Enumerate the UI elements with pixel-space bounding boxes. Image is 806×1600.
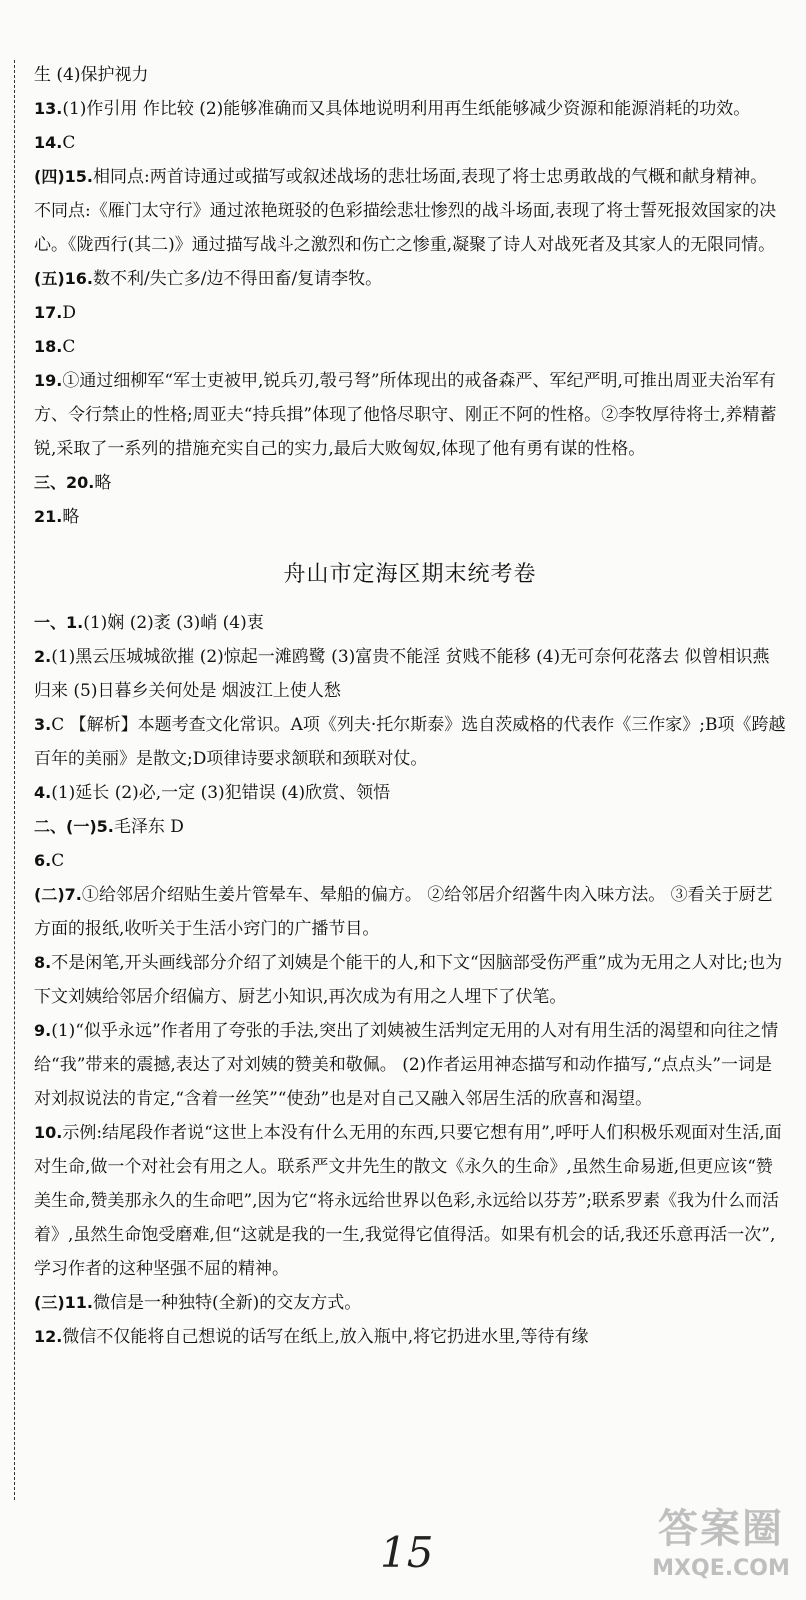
answer-text: ①通过细柳军“军士吏被甲,锐兵刃,彀弓弩”所体现出的戒备森严、军纪严明,可推出周亚夫治军有方、令行禁止的性格;周亚夫“持兵揖”体现了他恪尽职守、刚正不阿的性格。②李牧厚待将士,养精蓄锐,采取了一系列的措施充实自己的实力,最后大败匈奴,体现了他有勇有谋的性格。 <box>34 371 777 459</box>
answer-item <box>34 1116 786 1286</box>
answer-number: 18. <box>34 337 63 356</box>
answer-text: C <box>51 851 65 871</box>
answer-item <box>34 776 786 810</box>
answer-text: C <box>62 133 76 153</box>
answer-item <box>34 844 786 878</box>
answer-number: 10. <box>34 1123 63 1142</box>
answer-number: 12. <box>34 1327 63 1346</box>
answer-text: C <box>62 337 76 357</box>
answer-list-part1 <box>34 58 786 534</box>
answer-item <box>34 160 786 262</box>
answer-text: 毛泽东 D <box>113 817 184 837</box>
answer-number: (五)16. <box>34 269 93 288</box>
answer-number: 一、1. <box>34 613 84 632</box>
answer-number: 3. <box>34 715 52 734</box>
answer-number: 2. <box>34 647 52 666</box>
watermark-logo: 答案圈 <box>658 1506 784 1552</box>
answer-number: 14. <box>34 133 63 152</box>
answer-text: 微信不仅能将自己想说的话写在纸上,放入瓶中,将它扔进水里,等待有缘 <box>62 1327 589 1347</box>
answer-text: ①给邻居介绍贴生姜片管晕车、晕船的偏方。 ②给邻居介绍酱牛肉入味方法。 ③看关于厨艺方面的报纸,收听关于生活小窍门的广播节目。 <box>34 885 773 939</box>
answer-text: 数不利/失亡多/边不得田畜/复请李牧。 <box>92 269 383 289</box>
answer-item <box>34 1014 786 1116</box>
answer-text: 生 (4)保护视力 <box>34 65 149 85</box>
answer-item <box>34 92 786 126</box>
answer-number: 三、20. <box>34 473 95 492</box>
answer-text: (1)娴 (2)袤 (3)峭 (4)衷 <box>83 613 264 633</box>
answer-item <box>34 810 786 844</box>
answer-item <box>34 364 786 466</box>
answer-number: (三)11. <box>34 1293 93 1312</box>
answer-text: (1)黑云压城城欲摧 (2)惊起一滩鸥鹭 (3)富贵不能淫 贫贱不能移 (4)无可奈何花落去 似曾相识燕归来 (5)日暮乡关何处是 烟波江上使人愁 <box>34 647 770 701</box>
answer-number: 4. <box>34 783 52 802</box>
answer-item <box>34 58 786 92</box>
answer-text: 示例:结尾段作者说“这世上本没有什么无用的东西,只要它想有用”,呼吁人们积极乐观面对生活,面对生命,做一个对社会有用之人。联系严文井先生的散文《永久的生命》,虽然生命易逝,但更应该“赞美生命,赞美那永久的生命吧”,因为它“将永远给世界以色彩,永远给以芬芳”;联系罗素《我为什么而活着》,虽然生命饱受磨难,但“这就是我的一生,我觉得它值得活。如果有机会的话,我还乐意再活一次”,学习作者的这种坚强不屈的精神。 <box>34 1123 782 1279</box>
answer-text: 不是闲笔,开头画线部分介绍了刘姨是个能干的人,和下文“因脑部受伤严重”成为无用之人对比;也为下文刘姨给邻居介绍偏方、厨艺小知识,再次成为有用之人埋下了伏笔。 <box>34 953 783 1007</box>
answer-text: (1)作引用 作比较 (2)能够准确而又具体地说明利用再生纸能够减少资源和能源消耗的功效。 <box>62 99 751 119</box>
answer-item <box>34 296 786 330</box>
answer-text: 微信是一种独特(全新)的交友方式。 <box>92 1293 362 1313</box>
answer-item <box>34 606 786 640</box>
answer-text: 略 <box>62 507 80 527</box>
answer-item <box>34 330 786 364</box>
answer-text: (1)“似乎永远”作者用了夸张的手法,突出了刘姨被生活判定无用的人对有用生活的渴望和向往之情给“我”带来的震撼,表达了对刘姨的赞美和敬佩。 (2)作者运用神态描写和动作描写,“点点头”一词是对刘叔说法的肯定,“含着一丝笑”“使劲”也是对自己又融入邻居生活的欣喜和渴望。 <box>34 1021 779 1109</box>
answer-text: 相同点:两首诗通过或描写或叙述战场的悲壮场面,表现了将士忠勇敢战的气概和献身精神。 不同点:《雁门太守行》通过浓艳斑驳的色彩描绘悲壮惨烈的战斗场面,表现了将士誓死报效国家的决心。《陇西行(其二)》通过描写战斗之激烈和伤亡之惨重,凝聚了诗人对战死者及其家人的无限同情。 <box>34 167 777 255</box>
answer-number: 8. <box>34 953 52 972</box>
answer-item <box>34 466 786 500</box>
answer-text: C 【解析】本题考查文化常识。A项《列夫·托尔斯泰》选自茨威格的代表作《三作家》;B项《跨越百年的美丽》是散文;D项律诗要求颔联和颈联对仗。 <box>34 715 786 769</box>
watermark <box>646 1504 796 1594</box>
binding-margin-line <box>14 60 15 1500</box>
answer-number: (二)7. <box>34 885 82 904</box>
answer-item <box>34 640 786 708</box>
answer-text: (1)延长 (2)必,一定 (3)犯错误 (4)欣赏、领悟 <box>51 783 391 803</box>
answer-page-content <box>34 58 786 1354</box>
answer-item <box>34 262 786 296</box>
answer-item <box>34 126 786 160</box>
answer-text: 略 <box>94 473 112 493</box>
answer-number: 19. <box>34 371 63 390</box>
answer-item <box>34 500 786 534</box>
answer-number: 13. <box>34 99 63 118</box>
answer-item <box>34 1286 786 1320</box>
answer-item <box>34 946 786 1014</box>
answer-number: 17. <box>34 303 63 322</box>
page-number: 15 <box>380 1528 434 1577</box>
answer-number: 6. <box>34 851 52 870</box>
watermark-url: MXQE.COM <box>652 1556 790 1581</box>
answer-number: 9. <box>34 1021 52 1040</box>
answer-number: 二、(一)5. <box>34 817 114 836</box>
answer-list-part2 <box>34 606 786 1354</box>
section-title: 舟山市定海区期末统考卷 <box>283 562 537 587</box>
answer-item <box>34 878 786 946</box>
answer-number: 21. <box>34 507 63 526</box>
answer-item <box>34 1320 786 1354</box>
answer-number: (四)15. <box>34 167 93 186</box>
answer-text: D <box>62 303 76 323</box>
answer-item <box>34 708 786 776</box>
